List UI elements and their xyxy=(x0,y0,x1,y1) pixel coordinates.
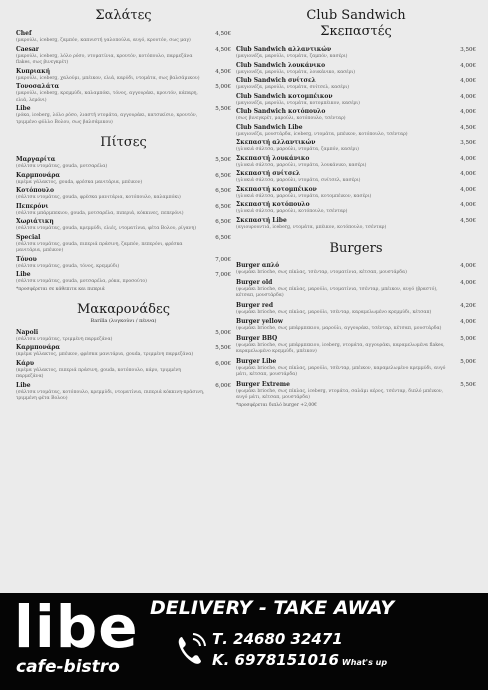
menu-item xyxy=(236,358,476,379)
item-name: Καρμπονάρα xyxy=(16,171,60,179)
item-description: (ψωμάκι brioche, σως πίκλας, iceberg, ντομάτα, σαλάμι αέρος, τσένταρ, διπλό μπέικον, αυγό μάτι, κέτσαπ, μουστάρδα) xyxy=(236,388,444,400)
item-name: Burger old xyxy=(236,278,273,286)
item-name: Κοτόπουλο xyxy=(16,187,55,194)
burgers-title: Burgers xyxy=(329,241,383,256)
item-price: 4,00€ xyxy=(460,186,476,193)
item-name: Club Sandwich σνίτσελ xyxy=(236,77,316,84)
menu-item xyxy=(236,124,476,139)
item-name: Σκεπαστή κοτομπέικον xyxy=(236,185,317,193)
menu-item xyxy=(16,234,231,255)
menu-item xyxy=(236,335,476,356)
salads-title: Σαλάτες xyxy=(95,8,152,23)
menu-item xyxy=(236,46,476,61)
menu-item xyxy=(16,105,231,126)
item-price: 6,50€ xyxy=(215,188,231,194)
item-description: (μαρούλι, iceberg, χαλούμι, μπέικον, ελιά, καρύδι, ντομάτα, σως βαλσάμικου) xyxy=(16,75,200,81)
item-price: 6,50€ xyxy=(215,219,231,225)
pasta-section xyxy=(16,302,231,403)
menu-item xyxy=(16,344,231,359)
item-name: Libe xyxy=(16,381,31,389)
item-name: Club Sandwich κοτόπουλο xyxy=(236,108,326,115)
item-name: Napoli xyxy=(16,328,39,336)
right-column xyxy=(236,8,476,409)
item-price: 4,00€ xyxy=(460,62,476,69)
menu-item xyxy=(16,256,231,271)
item-description: (ψωμάκι brioche, σως πίκλας, τσένταρ, ντοματίνια, κέτσαπ, μουστάρδα) xyxy=(236,270,407,275)
pizzas-section xyxy=(16,135,231,293)
menu-item xyxy=(236,381,476,402)
menu-item xyxy=(236,318,476,333)
item-price: 5,50€ xyxy=(215,106,231,112)
item-price: 6,50€ xyxy=(215,234,231,241)
item-name: Chef xyxy=(16,30,32,37)
menu-item xyxy=(16,156,231,171)
item-description: (γλυκιά σάλτσα, μαρούλι, ντομάτα, λουκάνικο, κασέρι) xyxy=(236,162,367,168)
menu-item xyxy=(16,271,231,286)
item-price: 4,50€ xyxy=(215,31,231,37)
menu-item xyxy=(236,217,476,232)
item-description: (σάλτσα ντομάτας, gouda, τόνος, κρεμμύδι) xyxy=(16,263,120,269)
menu-item xyxy=(236,62,476,77)
item-name: Burger απλό xyxy=(236,262,280,269)
item-name: Burger yellow xyxy=(236,318,283,325)
burgers-note: *προσφέρεται διπλό burger +2,00€ xyxy=(236,402,317,408)
item-description: (μαγιονέζα, μαρούλι, ντομάτα, κοτομπέικον, κασέρι) xyxy=(236,100,360,106)
menu-item xyxy=(236,77,476,92)
item-description: (σάλτσα μπάρμπεκιου, gouda, μοτσαρέλα, πιπεριά, κόκκινες, πεπερόνι) xyxy=(16,210,184,216)
delivery-heading: DELIVERY - TAKE AWAY xyxy=(150,597,395,619)
item-price: 5,00€ xyxy=(460,358,476,365)
whatsup-label: What's up xyxy=(341,658,388,667)
item-name: Τόνου xyxy=(16,255,37,263)
menu-item xyxy=(236,108,476,123)
item-description: (μαγιονέζα, μαρούλι, ντομάτα, λουκάνικο, κασέρι) xyxy=(236,69,355,75)
item-description: (μαγιονέζα, μουστάρδα, iceberg, ντομάτα, μπέικον, κοτόπουλο, τσένταρ) xyxy=(236,131,408,137)
item-price: 5,00€ xyxy=(215,329,231,336)
item-price: 4,50€ xyxy=(460,124,476,131)
menu-item xyxy=(236,155,476,170)
item-name: Burger Libe xyxy=(236,357,277,365)
item-description: (ψωμάκι brioche, σως πίκλας, μαρούλι, τσένταρ, καραμελωμένο κρεμμύδι, κέτσαπ) xyxy=(236,309,432,315)
menu-item xyxy=(236,93,476,108)
item-name: Special xyxy=(16,233,41,241)
item-price: 4,50€ xyxy=(215,46,231,53)
salads-section xyxy=(16,8,231,126)
item-price: 5,00€ xyxy=(215,84,231,90)
item-description: (μαγιονέζα, μαρούλι, ντομάτα, ζαμπόν, κασέρι) xyxy=(236,54,348,59)
item-description: (κρέμα γάλακτος, πιπεριά πράσινη, gouda, κοτόπουλο, κάρυ, τριμμένη παρμεζάνα) xyxy=(16,367,182,379)
item-description: (κρέμα γάλακτος, μπέικον, φρέσκα μανιτάρια, gouda, τριμμένη παρμεζάνα) xyxy=(16,352,194,357)
item-description: (ψωμάκι brioche, σως πίκλας, μαρούλι, ντοματίνια, τσένταρ, μπέικον, αυγό (βραστό), κέτσαπ, μουστάρδα) xyxy=(236,286,438,298)
item-name: Libe xyxy=(16,105,31,112)
item-price: 7,00€ xyxy=(215,272,231,278)
club-section xyxy=(236,8,476,231)
item-description: (μαρούλι, iceberg, ζαμπόν, καπνιστή γαλοπούλα, αυγό, κρουτόν, σως μαγ) xyxy=(16,38,191,43)
item-price: 4,00€ xyxy=(460,78,476,84)
item-price: 5,50€ xyxy=(215,345,231,351)
menu-item xyxy=(16,329,231,344)
item-price: 4,50€ xyxy=(460,217,476,224)
item-description: (γλυκιά σάλτσα, μαρούλι, ντομάτα, ζαμπόν, κασέρι) xyxy=(236,147,359,152)
item-description: (γλυκιά σάλτσα, μαρούλι, ντομάτα, κοτομπέικον, κασέρι) xyxy=(236,193,372,199)
item-name: Σκεπαστή κοτόπουλο xyxy=(236,201,310,208)
item-description: (σάλτσα ντομάτας, gouda, πιπεριά πράσινη, ζαμπόν, πεπερόνι, φρέσκα μανιτάρια, μπέικον) xyxy=(16,241,183,253)
item-price: 4,00€ xyxy=(460,109,476,115)
item-price: 5,00€ xyxy=(460,335,476,342)
item-price: 5,50€ xyxy=(215,157,231,163)
item-description: (ψωμάκι brioche, σως μπάρμπεκιου, iceberg, ντομάτα, αγγουράκι, καραμελωμένα flakes, καραμελωμένο κρεμμύδι, μπέικον) xyxy=(236,342,445,354)
menu-item xyxy=(236,186,476,201)
item-description: (σάλτσα ντομάτας, κοτόπουλο, κρεμμύδι, ντοματίνια, πιπεριά κόκκινη-πράσινη, τριμμένη φέτα Βολου) xyxy=(16,389,205,401)
item-name: Κυπριακή xyxy=(16,67,51,75)
pasta-title: Μακαρονάδες xyxy=(77,301,170,317)
item-description: (σάλτσα ντομάτας, gouda, μοτσαρέλα, ρόκα, προσούτο) xyxy=(16,279,147,284)
item-price: 4,50€ xyxy=(215,68,231,75)
item-name: Σκεπαστή Libe xyxy=(236,216,287,224)
footer-banner xyxy=(0,593,488,690)
logo-text: libe xyxy=(14,593,139,661)
item-price: 3,50€ xyxy=(460,140,476,146)
item-description: (μαγιονέζα, μαρούλι, ντομάτα, σνίτσελ, κασέρι) xyxy=(236,85,350,90)
item-name: Κάρυ xyxy=(16,359,34,367)
item-description: (γλυκιά σάλτσα, μαρούλι, ντομάτα, σνίτσελ, κασέρι) xyxy=(236,178,361,183)
menu-item xyxy=(16,203,231,218)
item-price: 4,00€ xyxy=(460,171,476,177)
item-name: Club Sandwich λουκάνικο xyxy=(236,61,326,69)
item-price: 6,00€ xyxy=(215,382,231,389)
club-subtitle: Σκεπαστές xyxy=(320,24,392,39)
item-name: Καρμπονάρα xyxy=(16,344,60,351)
item-name: Μαργαρίτα xyxy=(16,156,56,163)
menu-item xyxy=(236,279,476,300)
item-price: 5,50€ xyxy=(460,381,476,388)
pasta-subtitle: Barilla (λυγκούνι / πέννα) xyxy=(90,317,157,324)
item-description: (μαρούλι, iceberg, κρεμμύδι, καλαμπόκι, τόνος, αγγουράκι, κρουτόν, κάπαρη, ελιά, λεμόνι) xyxy=(16,91,198,103)
menu-item xyxy=(236,139,476,154)
item-price: 4,00€ xyxy=(460,319,476,325)
item-description: (ψωμάκι brioche, σως μπάρμπεκιου, μαρούλι, αγγουράκι, τσένταρ, κέτσαπ, μουστάρδα) xyxy=(236,326,442,331)
menu-item xyxy=(236,262,476,277)
logo-subtitle: cafe-bistro xyxy=(16,657,120,677)
club-title: Club Sandwich xyxy=(306,8,406,23)
item-price: 4,00€ xyxy=(460,279,476,286)
menu-item xyxy=(16,360,231,381)
item-name: Burger Extreme xyxy=(236,380,290,388)
item-name: Σκεπαστή σνίτσελ xyxy=(236,170,301,177)
item-price: 4,20€ xyxy=(460,302,476,309)
item-name: Χωριάτικη xyxy=(16,218,54,225)
item-name: Club Sandwich αλλαντικών xyxy=(236,46,332,53)
item-name: Club Sandwich κοτομπέικον xyxy=(236,92,333,100)
item-description: (μαρούλι, iceberg, λόλο ρόσο, ντοματίνια, κρουτόν, κοτόπουλο, παρμεζάνα flakes, σως βινεγκρέτ) xyxy=(16,53,193,65)
item-price: 7,00€ xyxy=(215,256,231,263)
item-price: 4,00€ xyxy=(460,155,476,162)
item-price: 6,50€ xyxy=(215,203,231,210)
item-name: Burger red xyxy=(236,301,274,309)
item-price: 6,00€ xyxy=(215,360,231,367)
item-description: (κρέμα γάλακτος, gouda, φρέσκα μανιτάρια, μπέικον) xyxy=(16,179,143,185)
phone-mobile-row xyxy=(212,651,387,669)
item-description: (αγιουρουντιά, iceberg, ντομάτα, μπέικον, κοτόπουλο, τσένταρ) xyxy=(236,224,387,230)
menu-item xyxy=(16,30,231,45)
item-name: Burger BBQ xyxy=(236,334,278,342)
pizzas-title: Πίτσες xyxy=(100,135,147,150)
menu-item xyxy=(236,302,476,317)
left-column xyxy=(16,8,231,403)
menu-item xyxy=(16,68,231,83)
item-description: (σάλτσα ντομάτας, τριμμένη παρμεζάνα) xyxy=(16,336,113,342)
menu-item xyxy=(16,172,231,187)
pizzas-note: *προσφέρεται σε κάθεπιτα και πιπεριά xyxy=(16,286,105,292)
item-description: (σως βινεγκρέτ, μαρούλι, κοτόπουλο, τσένταρ) xyxy=(236,116,346,121)
menu-item xyxy=(236,201,476,216)
item-name: Caesar xyxy=(16,45,39,53)
item-description: (γλυκιά σάλτσα, μαρούλι, κοτόπουλο, τσένταρ) xyxy=(236,209,348,214)
item-name: Libe xyxy=(16,271,31,278)
item-price: 4,00€ xyxy=(460,263,476,269)
item-price: 3,50€ xyxy=(460,47,476,53)
phone-landline[interactable]: Τ. 24680 32471 xyxy=(212,630,343,648)
menu-item xyxy=(236,170,476,185)
menu-item xyxy=(16,382,231,403)
item-price: 4,00€ xyxy=(460,202,476,208)
item-description: (ψωμάκι brioche, σως πίκλας, μαρούλι, τσένταρ, μπέικον, καραμελωμένο κρεμμύδι, αυγό μάτι, κέτσαπ, μουστάρδα) xyxy=(236,365,446,377)
menu-item xyxy=(16,83,231,104)
item-description: (σάλτσα ντομάτας, gouda, φρέσκα μανιτάρια, κοτόπουλο, καλαμπόκι) xyxy=(16,195,181,200)
item-description: (σάλτσα ντομάτας, gouda, κρεμμύδι, ελιές, ντοματίνια, φέτα Βολου, ρίγανη) xyxy=(16,226,197,231)
item-name: Σκεπαστή αλλαντικών xyxy=(236,139,316,146)
item-name: Πεπερόνι xyxy=(16,202,49,210)
menu-item xyxy=(16,46,231,67)
menu-item xyxy=(16,218,231,233)
item-description: (ρόκα, iceberg, λόλο ρόσο, λιαστή ντομάτα, αγγουράκι, κατσικίσιο, κρουτόν, τριμμένο φύλλο Βολου, σως βαλσάμικου) xyxy=(16,113,198,125)
item-price: 6,50€ xyxy=(215,172,231,179)
burgers-section xyxy=(236,241,476,409)
menu-item xyxy=(16,187,231,202)
item-name: Club Sandwich Libe xyxy=(236,123,303,131)
item-price: 4,00€ xyxy=(460,93,476,100)
item-name: Τονοσαλάτα xyxy=(16,83,60,90)
item-description: (σάλτσα ντομάτας, gouda, μοτσαρέλα) xyxy=(16,164,108,169)
phone-mobile[interactable]: Κ. 6978151016 xyxy=(212,651,339,669)
phone-icon xyxy=(176,633,206,667)
item-name: Σκεπαστή λουκάνικο xyxy=(236,154,310,162)
